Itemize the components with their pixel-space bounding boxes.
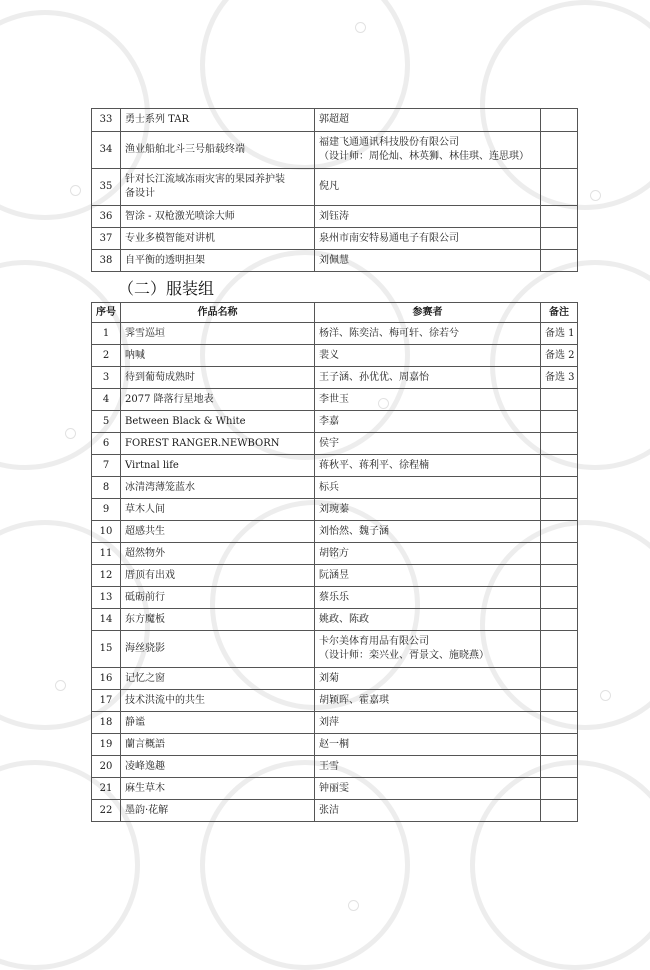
- row-number: 21: [92, 778, 121, 800]
- row-number: 38: [92, 250, 121, 272]
- participant: 侯宇: [315, 433, 541, 455]
- participant: 胡铭方: [315, 543, 541, 565]
- table-header-row: [92, 303, 578, 323]
- participant: 郭超超: [315, 109, 541, 132]
- watermark-dot: [348, 900, 359, 911]
- table-row: [92, 323, 578, 345]
- participant-line: 福建飞通通讯科技股份有限公司: [319, 137, 459, 148]
- work-title: 智涂 - 双枪激光喷涂大师: [121, 206, 315, 228]
- watermark-dot: [590, 190, 601, 201]
- participant-designers: （设计师：栾兴业、胥景文、施晓燕）: [319, 650, 489, 661]
- work-title: 记忆之窗: [121, 668, 315, 690]
- row-number: 4: [92, 389, 121, 411]
- work-title: 超然物外: [121, 543, 315, 565]
- work-title: 自平衡的透明担架: [121, 250, 315, 272]
- header-participant: 参赛者: [315, 303, 541, 323]
- work-title: 待到葡萄成熟时: [121, 367, 315, 389]
- participant: 蒋秋平、蒋利平、徐程楠: [315, 455, 541, 477]
- note: [541, 411, 578, 433]
- work-title: 勇士系列 TAR: [121, 109, 315, 132]
- work-title: 霁雪巡垣: [121, 323, 315, 345]
- participant: 刘琬蓁: [315, 499, 541, 521]
- note: [541, 587, 578, 609]
- header-work: 作品名称: [121, 303, 315, 323]
- note: [541, 433, 578, 455]
- note: [541, 609, 578, 631]
- participant: 刘佩慧: [315, 250, 541, 272]
- participant: 裴义: [315, 345, 541, 367]
- work-title: 专业多模智能对讲机: [121, 228, 315, 250]
- row-number: 10: [92, 521, 121, 543]
- participant: 李世玉: [315, 389, 541, 411]
- watermark-dot: [600, 690, 611, 701]
- table-row: [92, 631, 578, 668]
- row-number: 11: [92, 543, 121, 565]
- row-number: 17: [92, 690, 121, 712]
- watermark-dot: [355, 22, 366, 33]
- participant: [315, 132, 541, 169]
- note: [541, 543, 578, 565]
- row-number: 12: [92, 565, 121, 587]
- table-row: [92, 800, 578, 822]
- table-row: [92, 690, 578, 712]
- note: [541, 690, 578, 712]
- note: [541, 250, 578, 272]
- table-row: [92, 565, 578, 587]
- apparel-group-table: [91, 302, 578, 822]
- table-row: [92, 756, 578, 778]
- row-number: 2: [92, 345, 121, 367]
- table-row: [92, 389, 578, 411]
- table-row: [92, 455, 578, 477]
- note: [541, 668, 578, 690]
- note: [541, 477, 578, 499]
- row-number: 33: [92, 109, 121, 132]
- note: [541, 521, 578, 543]
- work-title: 静谧: [121, 712, 315, 734]
- table-row: [92, 132, 578, 169]
- work-title: 凌峰逸趣: [121, 756, 315, 778]
- note: [541, 389, 578, 411]
- table-row: [92, 587, 578, 609]
- participant: 杨洋、陈奕洁、梅可轩、徐若兮: [315, 323, 541, 345]
- row-number: 37: [92, 228, 121, 250]
- note: [541, 631, 578, 668]
- row-number: 34: [92, 132, 121, 169]
- product-group-table: [91, 108, 578, 272]
- participant: [315, 631, 541, 668]
- note: [541, 499, 578, 521]
- work-title: Between Black & White: [121, 411, 315, 433]
- header-number: 序号: [92, 303, 121, 323]
- row-number: 6: [92, 433, 121, 455]
- participant: 王雪: [315, 756, 541, 778]
- table-row: [92, 712, 578, 734]
- row-number: 20: [92, 756, 121, 778]
- row-number: 1: [92, 323, 121, 345]
- table-row: [92, 778, 578, 800]
- participant: 张洁: [315, 800, 541, 822]
- work-title: [121, 169, 315, 206]
- work-title: 技术洪流中的共生: [121, 690, 315, 712]
- table-row: [92, 411, 578, 433]
- row-number: 16: [92, 668, 121, 690]
- participant: 刘萍: [315, 712, 541, 734]
- participant: 刘钰涛: [315, 206, 541, 228]
- table-row: [92, 609, 578, 631]
- table-row: [92, 668, 578, 690]
- note: [541, 169, 578, 206]
- section-title: （二）服装组: [118, 279, 215, 298]
- participant: 标兵: [315, 477, 541, 499]
- table-row: [92, 543, 578, 565]
- table-row: [92, 228, 578, 250]
- table-row: [92, 734, 578, 756]
- note: [541, 206, 578, 228]
- participant: 钟丽雯: [315, 778, 541, 800]
- work-title: 渔业船舶北斗三号船载终端: [121, 132, 315, 169]
- watermark-dot: [65, 428, 76, 439]
- row-number: 36: [92, 206, 121, 228]
- work-title: 麻生草木: [121, 778, 315, 800]
- note: [541, 778, 578, 800]
- row-number: 15: [92, 631, 121, 668]
- participant: 刘怡然、魏子涵: [315, 521, 541, 543]
- participant: 王子涵、孙优优、周嘉怡: [315, 367, 541, 389]
- row-number: 7: [92, 455, 121, 477]
- table-row: [92, 169, 578, 206]
- row-number: 13: [92, 587, 121, 609]
- participant: 泉州市南安特易通电子有限公司: [315, 228, 541, 250]
- note: [541, 565, 578, 587]
- table-row: [92, 109, 578, 132]
- note: [541, 756, 578, 778]
- work-title: FOREST RANGER.NEWBORN: [121, 433, 315, 455]
- note: [541, 712, 578, 734]
- work-title: 东方魔板: [121, 609, 315, 631]
- work-title: 冰清湾薄笼蓝水: [121, 477, 315, 499]
- note: [541, 228, 578, 250]
- table-row: [92, 521, 578, 543]
- header-note: 备注: [541, 303, 578, 323]
- participant: 倪凡: [315, 169, 541, 206]
- table-row: [92, 433, 578, 455]
- note: 备选 1: [541, 323, 578, 345]
- row-number: 18: [92, 712, 121, 734]
- row-number: 22: [92, 800, 121, 822]
- participant: 姚政、陈政: [315, 609, 541, 631]
- table-row: [92, 345, 578, 367]
- table-row: [92, 367, 578, 389]
- row-number: 35: [92, 169, 121, 206]
- note: [541, 109, 578, 132]
- watermark-dot: [70, 185, 81, 196]
- row-number: 19: [92, 734, 121, 756]
- work-title: 草木人间: [121, 499, 315, 521]
- table-row: [92, 250, 578, 272]
- work-title: 砥砺前行: [121, 587, 315, 609]
- work-title: 呐喊: [121, 345, 315, 367]
- work-title: 2077 降落行星地表: [121, 389, 315, 411]
- row-number: 14: [92, 609, 121, 631]
- note: [541, 734, 578, 756]
- table-row: [92, 499, 578, 521]
- work-title: 海丝骁影: [121, 631, 315, 668]
- row-number: 5: [92, 411, 121, 433]
- participant: 胡颖晖、霍嘉琪: [315, 690, 541, 712]
- work-title: 超感共生: [121, 521, 315, 543]
- watermark-dot: [55, 680, 66, 691]
- work-title: 厝顶有出戏: [121, 565, 315, 587]
- note: 备选 2: [541, 345, 578, 367]
- row-number: 9: [92, 499, 121, 521]
- note: [541, 800, 578, 822]
- row-number: 3: [92, 367, 121, 389]
- participant-designers: （设计师：周伦灿、林英狮、林佳琪、连思琪）: [319, 151, 529, 162]
- participant: 刘菊: [315, 668, 541, 690]
- work-title: 蘭言概語: [121, 734, 315, 756]
- work-title-line: 备设计: [125, 188, 155, 199]
- work-title: Virtnal life: [121, 455, 315, 477]
- participant-line: 卡尔美体育用品有限公司: [319, 636, 429, 647]
- participant: 阮涵昱: [315, 565, 541, 587]
- work-title-line: 针对长江流域冻雨灾害的果园养护装: [125, 174, 285, 185]
- note: [541, 132, 578, 169]
- table-row: [92, 206, 578, 228]
- participant: 蔡乐乐: [315, 587, 541, 609]
- participant: 赵一桐: [315, 734, 541, 756]
- note: [541, 455, 578, 477]
- note: 备选 3: [541, 367, 578, 389]
- row-number: 8: [92, 477, 121, 499]
- participant: 李嘉: [315, 411, 541, 433]
- work-title: 墨韵·花解: [121, 800, 315, 822]
- table-row: [92, 477, 578, 499]
